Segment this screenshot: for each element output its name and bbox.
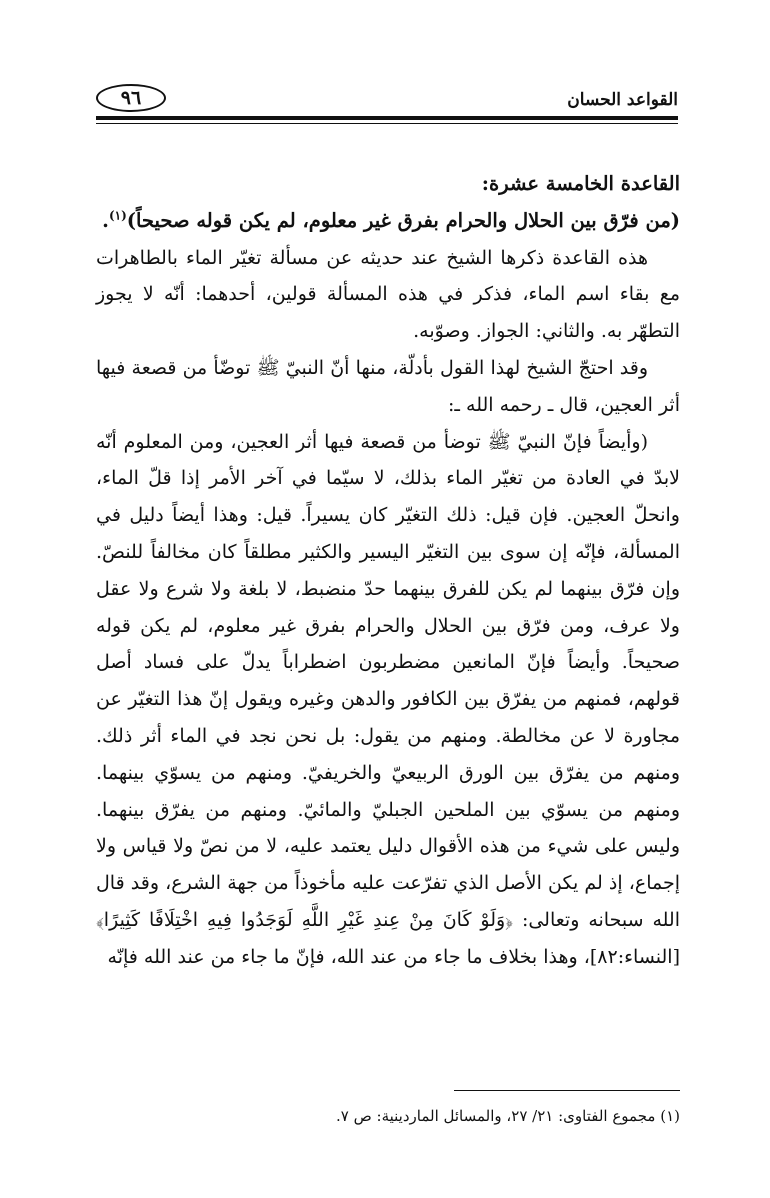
rule-statement-text: (من فرّق بين الحلال والحرام بفرق غير معلوم، لم يكن قوله صحيحاً) <box>126 208 680 232</box>
footnote-divider <box>96 1090 680 1091</box>
page-number: ٩٦ <box>96 84 166 112</box>
running-title: القواعد الحسان <box>567 90 678 110</box>
paragraph-2: وقد احتجّ الشيخ لهذا القول بأدلّة، منها أنّ النبيّ ﷺ توضّأ من قصعة فيها أثر العجين، قال ـ رحمه الله ـ: <box>96 356 680 416</box>
rule-statement-end: . <box>102 208 109 232</box>
rule-statement <box>96 203 680 240</box>
header-rule-thin <box>96 123 678 124</box>
header-rule-thick <box>96 116 678 120</box>
paragraph-3-quotation: (وأيضاً فإنّ النبيّ ﷺ توضأ من قصعة فيها أثر العجين، ومن المعلوم أنّه لابدّ في العادة من تغيّر الماء بذلك، لا سيّما في آخر الأمر إذا قلّ الماء، وانحلّ العجين. فإن قيل: ذلك التغيّر كان يسيراً. قيل: وهذا أيضاً دليل في المسألة، فإنّه إن سوى بين التغيّر اليسير والكثير مطلقاً كان مخالفاً للنصّ. وإن فرّق بينهما لم يكن للفرق بينهما حدّ منضبط، لا بلغة ولا شرع ولا عقل ولا عرف، ومن فرّق بين الحلال والحرام بفرق غير معلوم، لم يكن قوله صحيحاً. وأيضاً فإنّ المانعين مضطربون اضطراباً يدلّ على فساد أصل قولهم، فمنهم من يفرّق بين الكافور والدهن وغيره ويقول إنّ هذا التغيّر عن مجاورة لا عن مخالطة. ومنهم من يقول: بل نحن نجد في الماء أثر ذلك. ومنهم من يفرّق بين الورق الربيعيّ والخريفيّ. ومنهم من يسوّي بينهما. ومنهم من يسوّي بين الملحين الجبليّ والمائيّ. ومنهم من يفرّق بينهما. وليس على شيء من هذه الأقوال دليل يعتمد عليه، لا من نصّ ولا قياس ولا إجماع، إذ لم يكن الأصل الذي تفرّعت عليه مأخوذاً من جهة الشرع، وقد قال الله سبحانه وتعالى: ﴿وَلَوْ كَانَ مِنْ عِندِ غَيْرِ اللَّهِ لَوَجَدُوا فِيهِ اخْتِلَافًا كَثِيرًا﴾ [النساء:٨٢]، وهذا بخلاف ما جاء من عند الله، فإنّ ما جاء من عند الله فإنّه <box>96 430 680 968</box>
section-heading: القاعدة الخامسة عشرة: <box>481 172 680 195</box>
paragraph-1: هذه القاعدة ذكرها الشيخ عند حديثه عن مسألة تغيّر الماء بالطاهرات مع بقاء اسم الماء، فذكر في هذه المسألة قولين، أحدهما: أنّه لا يجوز التطهّر به. والثاني: الجواز. وصوّبه. <box>96 246 680 343</box>
main-text <box>96 166 680 976</box>
footnote-reference: (١) <box>108 208 127 223</box>
footnote: (١) مجموع الفتاوى: ٢١/ ٢٧، والمسائل الماردينية: ص ٧. <box>336 1107 680 1125</box>
